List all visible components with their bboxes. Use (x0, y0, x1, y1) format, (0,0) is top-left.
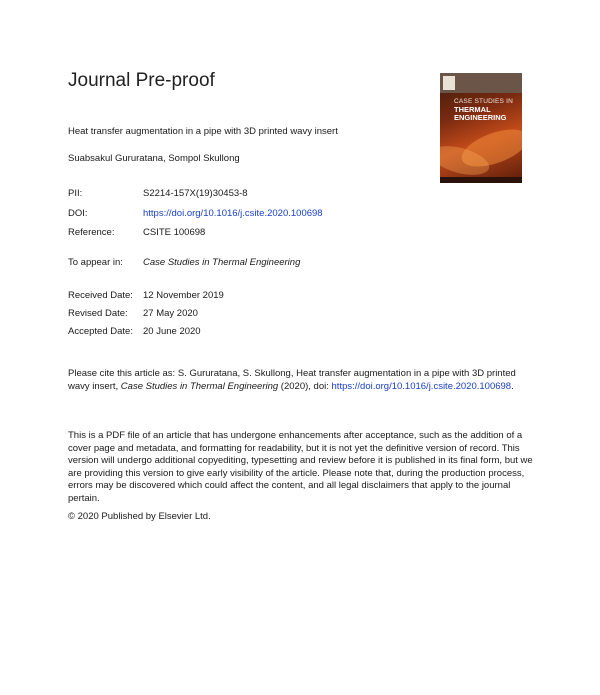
reference-label: Reference: (68, 227, 115, 238)
article-title: Heat transfer augmentation in a pipe with 3D printed wavy insert (68, 126, 338, 137)
journal-cover-image (440, 73, 522, 183)
accepted-date-value: 20 June 2020 (143, 326, 201, 337)
received-date-label: Received Date: (68, 290, 133, 301)
article-authors: Suabsakul Gururatana, Sompol Skullong (68, 153, 240, 164)
cover-title-line2: THERMAL ENGINEERING (454, 105, 507, 122)
pii-label: PII: (68, 188, 83, 199)
cover-header-band (440, 73, 522, 93)
citation-text: Please cite this article as: S. Gururatana, S. Skullong, Heat transfer augmentation in a pipe with 3D printed wavy insert, (68, 368, 516, 392)
revised-date-label: Revised Date: (68, 308, 128, 319)
copyright-notice: © 2020 Published by Elsevier Ltd. (68, 511, 211, 522)
cover-title-line1: CASE STUDIES IN (454, 98, 513, 105)
citation-text: (2020), doi: (278, 380, 332, 392)
revised-date-value: 27 May 2020 (143, 308, 198, 319)
citation-doi-link[interactable]: https://doi.org/10.1016/j.csite.2020.100698 (331, 380, 512, 392)
cover-footer-band (440, 177, 522, 183)
doi-label: DOI: (68, 208, 88, 219)
doi-link[interactable]: https://doi.org/10.1016/j.csite.2020.100698 (143, 208, 323, 219)
citation-text: . (511, 380, 514, 392)
accepted-date-label: Accepted Date: (68, 326, 133, 337)
received-date-value: 12 November 2019 (143, 290, 224, 301)
elsevier-logo-icon (443, 76, 455, 90)
reference-value: CSITE 100698 (143, 227, 206, 238)
appear-in-label: To appear in: (68, 257, 123, 268)
pii-value: S2214-157X(19)30453-8 (143, 188, 248, 199)
appear-in-journal: Case Studies in Thermal Engineering (143, 257, 301, 268)
journal-pre-proof-heading: Journal Pre-proof (68, 70, 215, 91)
citation-journal: Case Studies in Thermal Engineering (120, 380, 279, 392)
citation-paragraph (68, 368, 534, 393)
disclaimer-paragraph: This is a PDF file of an article that has undergone enhancements after acceptance, such as the addition of a cover page and metadata, and formatting for readability, but it is not yet the definitive version of record. This version will undergo additional copyediting, typesetting and review before it is published in its final form, but we are providing this version to give early visibility of the article. Please note that, during the production process, errors may be discovered which could affect the content, and all legal disclaimers that apply to the journal pertain. (68, 430, 533, 504)
